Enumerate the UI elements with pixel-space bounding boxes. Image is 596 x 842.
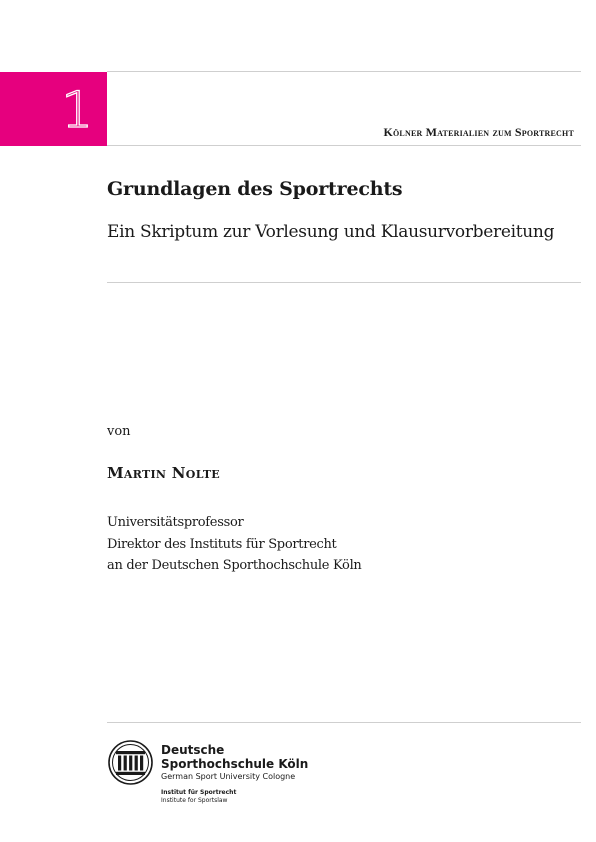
affiliation-line: an der Deutschen Sporthochschule Köln bbox=[107, 558, 362, 573]
institute-name-de: Institut für Sportrecht bbox=[161, 789, 237, 796]
logo-line-sporthochschule: Sporthochschule Köln bbox=[161, 757, 309, 771]
book-title: Grundlagen des Sportrechts bbox=[107, 178, 403, 200]
logo-line-deutsche: Deutsche bbox=[161, 743, 225, 757]
affiliation-line: Universitätsprofessor bbox=[107, 515, 244, 530]
institute-name-en: Institute for Sportslaw bbox=[161, 797, 228, 804]
institute-name bbox=[161, 789, 236, 805]
university-logo-text bbox=[161, 743, 308, 783]
by-label: von bbox=[107, 424, 131, 439]
author-affiliation bbox=[107, 512, 362, 577]
volume-badge bbox=[0, 72, 107, 146]
affiliation-line: Direktor des Instituts für Sportrecht bbox=[107, 536, 337, 552]
title-rule bbox=[107, 282, 581, 283]
logo-line-english: German Sport University Cologne bbox=[161, 772, 296, 781]
footer-rule bbox=[107, 722, 581, 723]
series-title: Kölner Materialien zum Sportrecht bbox=[383, 125, 574, 139]
university-emblem-icon bbox=[108, 740, 153, 785]
volume-number: 1 bbox=[61, 81, 93, 139]
series-rule bbox=[107, 145, 581, 146]
book-subtitle: Ein Skriptum zur Vorlesung und Klausurvorbereitung bbox=[107, 222, 555, 242]
author-name: Martin Nolte bbox=[107, 464, 220, 482]
top-rule bbox=[107, 71, 581, 72]
